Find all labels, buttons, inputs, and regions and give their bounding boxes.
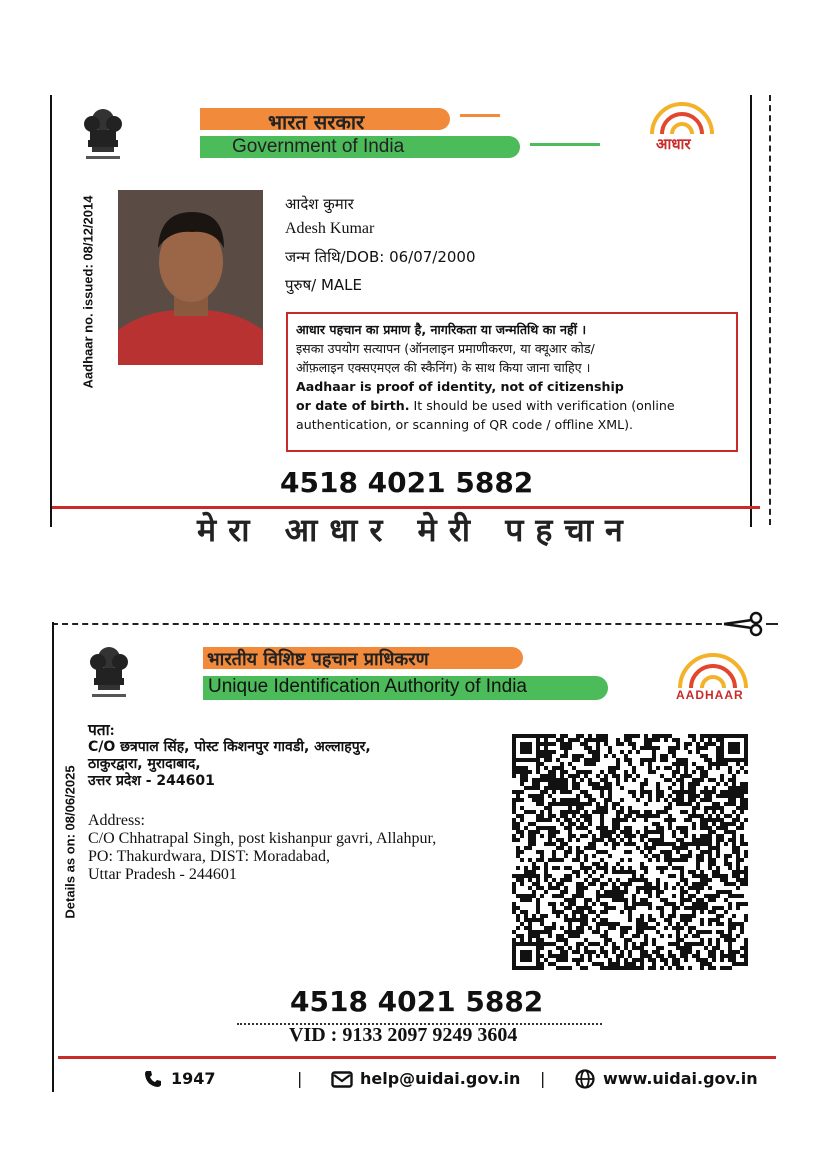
aadhaar-logo-text: आधार [656, 135, 691, 153]
back-red-divider [58, 1056, 776, 1059]
address-hindi-block [88, 722, 371, 790]
slogan-clip [52, 511, 752, 549]
email-icon [331, 1071, 353, 1088]
phone-icon [143, 1069, 163, 1089]
qr-finder-bottom-left [512, 942, 540, 970]
front-right-border [750, 95, 752, 527]
notice-english-line-3: authentication, or scanning of QR code / offline XML). [296, 417, 634, 432]
address-hindi-line-2: ठाकुरद्वारा, मुरादाबाद, [88, 756, 201, 772]
back-left-border [52, 622, 54, 1092]
front-left-border [50, 95, 52, 527]
address-hindi-line-1: C/O छत्रपाल सिंह, पोस्ट किशनपुर गावडी, अल्लाहपुर, [88, 739, 371, 755]
ashoka-emblem-icon [80, 100, 126, 164]
aadhaar-front-card [0, 0, 827, 549]
authority-english-title: Unique Identification Authority of India [208, 676, 527, 697]
scissors-icon [720, 612, 766, 636]
address-english-line-3: Uttar Pradesh - 244601 [88, 866, 237, 883]
helpline-email[interactable]: help@uidai.gov.in [360, 1069, 521, 1088]
uidai-website[interactable]: www.uidai.gov.in [603, 1069, 758, 1088]
holder-portrait-icon [118, 190, 263, 365]
aadhaar-sun-logo-icon [644, 100, 720, 136]
contact-separator-1: | [297, 1069, 303, 1088]
notice-english-line-2 [296, 396, 728, 415]
address-english-line-1: C/O Chhatrapal Singh, post kishanpur gavri, Allahpur, [88, 830, 437, 847]
helpline-number[interactable]: 1947 [171, 1069, 216, 1088]
authority-hindi-title: भारतीय विशिष्ट पहचान प्राधिकरण [207, 649, 429, 670]
saffron-banner-tail [460, 114, 500, 117]
notice-hindi-line-1: आधार पहचान का प्रमाण है, नागरिकता या जन्मतिथि का नहीं । [296, 322, 587, 337]
gov-english-title: Government of India [232, 136, 405, 157]
qr-modules [512, 734, 748, 970]
gender: पुरुष/ MALE [285, 276, 363, 294]
qr-finder-top-right [720, 734, 748, 762]
address-hindi-line-3: उत्तर प्रदेश - 244601 [88, 773, 215, 789]
qr-code[interactable] [512, 734, 748, 970]
ashoka-emblem-back-icon [86, 638, 132, 702]
notice-hindi-line-2: इसका उपयोग सत्यापन (ऑनलाइन प्रमाणीकरण, या क्यूआर कोड/ [296, 341, 595, 356]
back-cut-line-end [766, 623, 778, 625]
address-english-block [88, 812, 436, 884]
notice-english-bold-2: or date of birth. [296, 398, 410, 413]
contact-separator-2: | [540, 1069, 546, 1088]
address-label-english: Address: [88, 812, 145, 829]
front-cut-line [769, 95, 771, 525]
name-hindi: आदेश कुमार [285, 195, 354, 213]
qr-finder-top-left [512, 734, 540, 762]
slogan-text: मेरा आधार मेरी पहचान [197, 511, 635, 549]
aadhaar-issued-date: Aadhaar no. issued: 08/12/2014 [80, 195, 96, 389]
aadhaar-logo-back-text: AADHAAR [676, 688, 744, 702]
green-banner-tail [530, 143, 600, 146]
address-label-hindi: पता: [88, 722, 115, 739]
notice-hindi-line-3: ऑफ़लाइन एक्सएमएल की स्कैनिंग) के साथ किया जाना चाहिए । [296, 360, 591, 375]
details-as-on-date: Details as on: 08/06/2025 [62, 765, 78, 919]
aadhaar-notice-box [286, 312, 738, 452]
back-cut-line [52, 623, 732, 625]
notice-english-line-1: Aadhaar is proof of identity, not of citizenship [296, 379, 624, 394]
aadhaar-back-card [0, 600, 827, 1170]
aadhaar-sun-logo-back-icon [672, 650, 754, 690]
date-of-birth: जन्म तिथि/DOB: 06/07/2000 [285, 248, 476, 266]
name-english: Adesh Kumar [285, 220, 375, 237]
notice-english-text-2: It should be used with verification (online [409, 398, 675, 413]
vid-number: VID : 9133 2097 9249 3604 [289, 1024, 518, 1046]
aadhaar-number-front: 4518 4021 5882 [280, 466, 534, 499]
aadhaar-number-back: 4518 4021 5882 [290, 985, 544, 1018]
holder-photo [118, 190, 263, 365]
gov-hindi-title: भारत सरकार [268, 110, 365, 134]
address-english-line-2: PO: Thakurdwara, DIST: Moradabad, [88, 848, 330, 865]
globe-icon [575, 1069, 595, 1089]
